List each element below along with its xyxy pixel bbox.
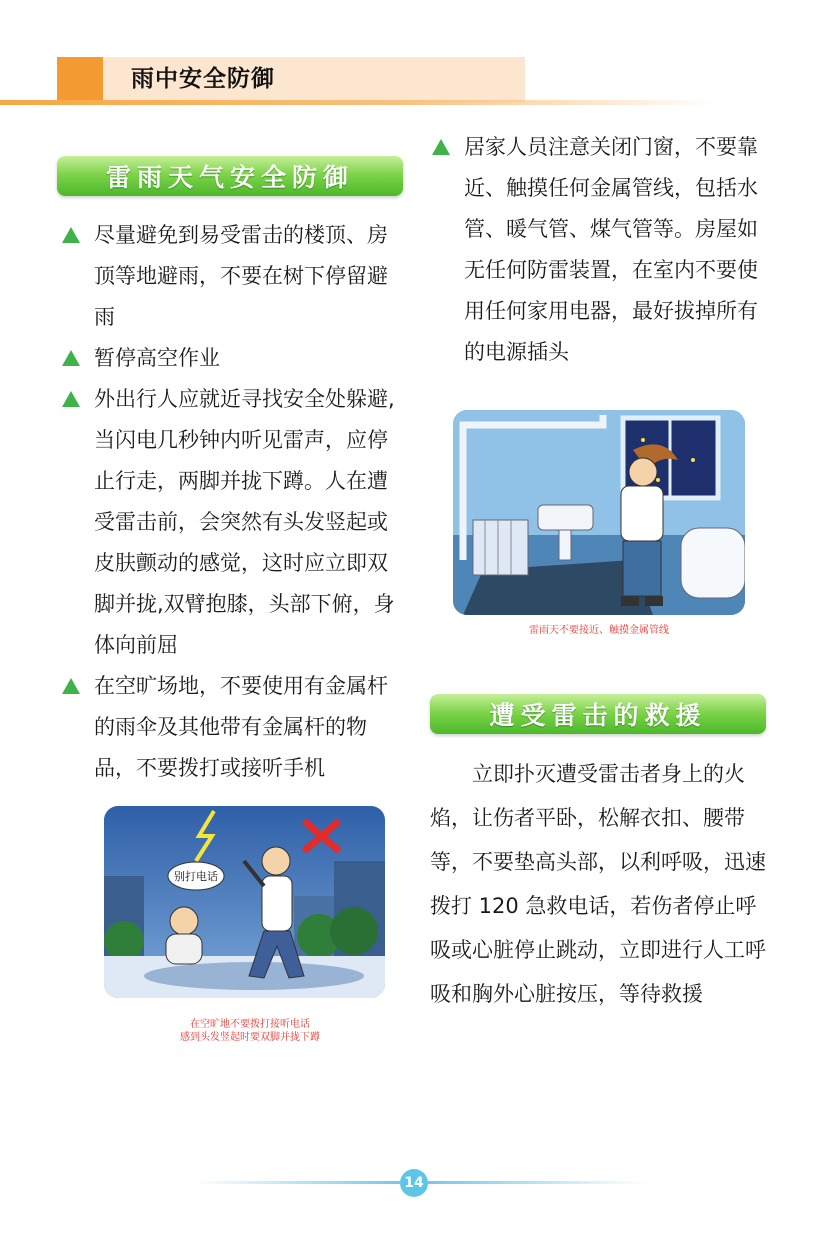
bullet-item <box>60 215 405 338</box>
bullet-text: 在空旷场地，不要使用有金属杆的雨伞及其他带有金属杆的物品，不要拨打或接听手机 <box>94 674 388 780</box>
bullet-item <box>60 379 405 666</box>
triangle-bullet-icon <box>432 139 450 155</box>
caption-line: 在空旷地不要拨打接听电话 <box>190 1019 310 1030</box>
footer-line-left <box>195 1181 400 1184</box>
bullet-text: 居家人员注意关闭门窗，不要靠近、触摸任何金属管线，包括水管、暖气管、煤气管等。房屋如无任何防雷装置，在室内不要使用任何家用电器，最好拔掉所有的电源插头 <box>464 135 758 364</box>
triangle-bullet-icon <box>62 391 80 407</box>
figure-caption-indoor: 雷雨天不要接近、触摸金属管线 <box>529 625 669 636</box>
illustration-open-field-lightning <box>104 806 385 998</box>
triangle-bullet-icon <box>62 350 80 366</box>
header-underline <box>0 100 720 105</box>
triangle-bullet-icon <box>62 227 80 243</box>
section-title-lightning-rescue: 遭受雷击的救援 <box>430 694 766 734</box>
bullet-text: 外出行人应就近寻找安全处躲避,当闪电几秒钟内听见雷声，应停止行走，两脚并拢下蹲。人在遭受雷击前，会突然有头发竖起或皮肤颤动的感觉，这时应立即双脚并拢,双臂抱膝，头部下俯，身体向前屈 <box>94 387 395 657</box>
bullet-text: 暂停高空作业 <box>94 346 220 370</box>
open-field-scene-image <box>104 806 385 998</box>
header-title: 雨中安全防御 <box>131 66 275 92</box>
footer-line-right <box>428 1181 648 1184</box>
bullet-item <box>60 666 405 789</box>
triangle-bullet-icon <box>62 678 80 694</box>
bullet-text: 尽量避免到易受雷击的楼顶、房顶等地避雨，不要在树下停留避雨 <box>94 223 388 329</box>
page-number: 14 <box>400 1169 428 1197</box>
caption-line: 感到头发竖起时要双脚并拢下蹲 <box>180 1032 320 1043</box>
figure-caption-open-field <box>150 1018 350 1044</box>
left-bullet-list <box>60 215 405 789</box>
indoor-bathroom-scene-image <box>453 410 745 615</box>
bullet-item <box>430 127 775 373</box>
right-bullet-list <box>430 127 775 373</box>
speech-bubble-text: 别打电话 <box>174 870 218 883</box>
header-accent-block <box>57 57 103 102</box>
illustration-indoor-pipes <box>453 410 745 615</box>
section-title-thunderstorm-safety: 雷雨天气安全防御 <box>57 156 403 196</box>
bullet-item <box>60 338 405 379</box>
rescue-paragraph: 立即扑灭遭受雷击者身上的火焰，让伤者平卧，松解衣扣、腰带等，不要垫高头部，以利呼吸，迅速拨打 120 急救电话，若伤者停止呼吸或心脏停止跳动，立即进行人工呼吸和胸外心脏按压，等待救援 <box>430 762 766 1006</box>
